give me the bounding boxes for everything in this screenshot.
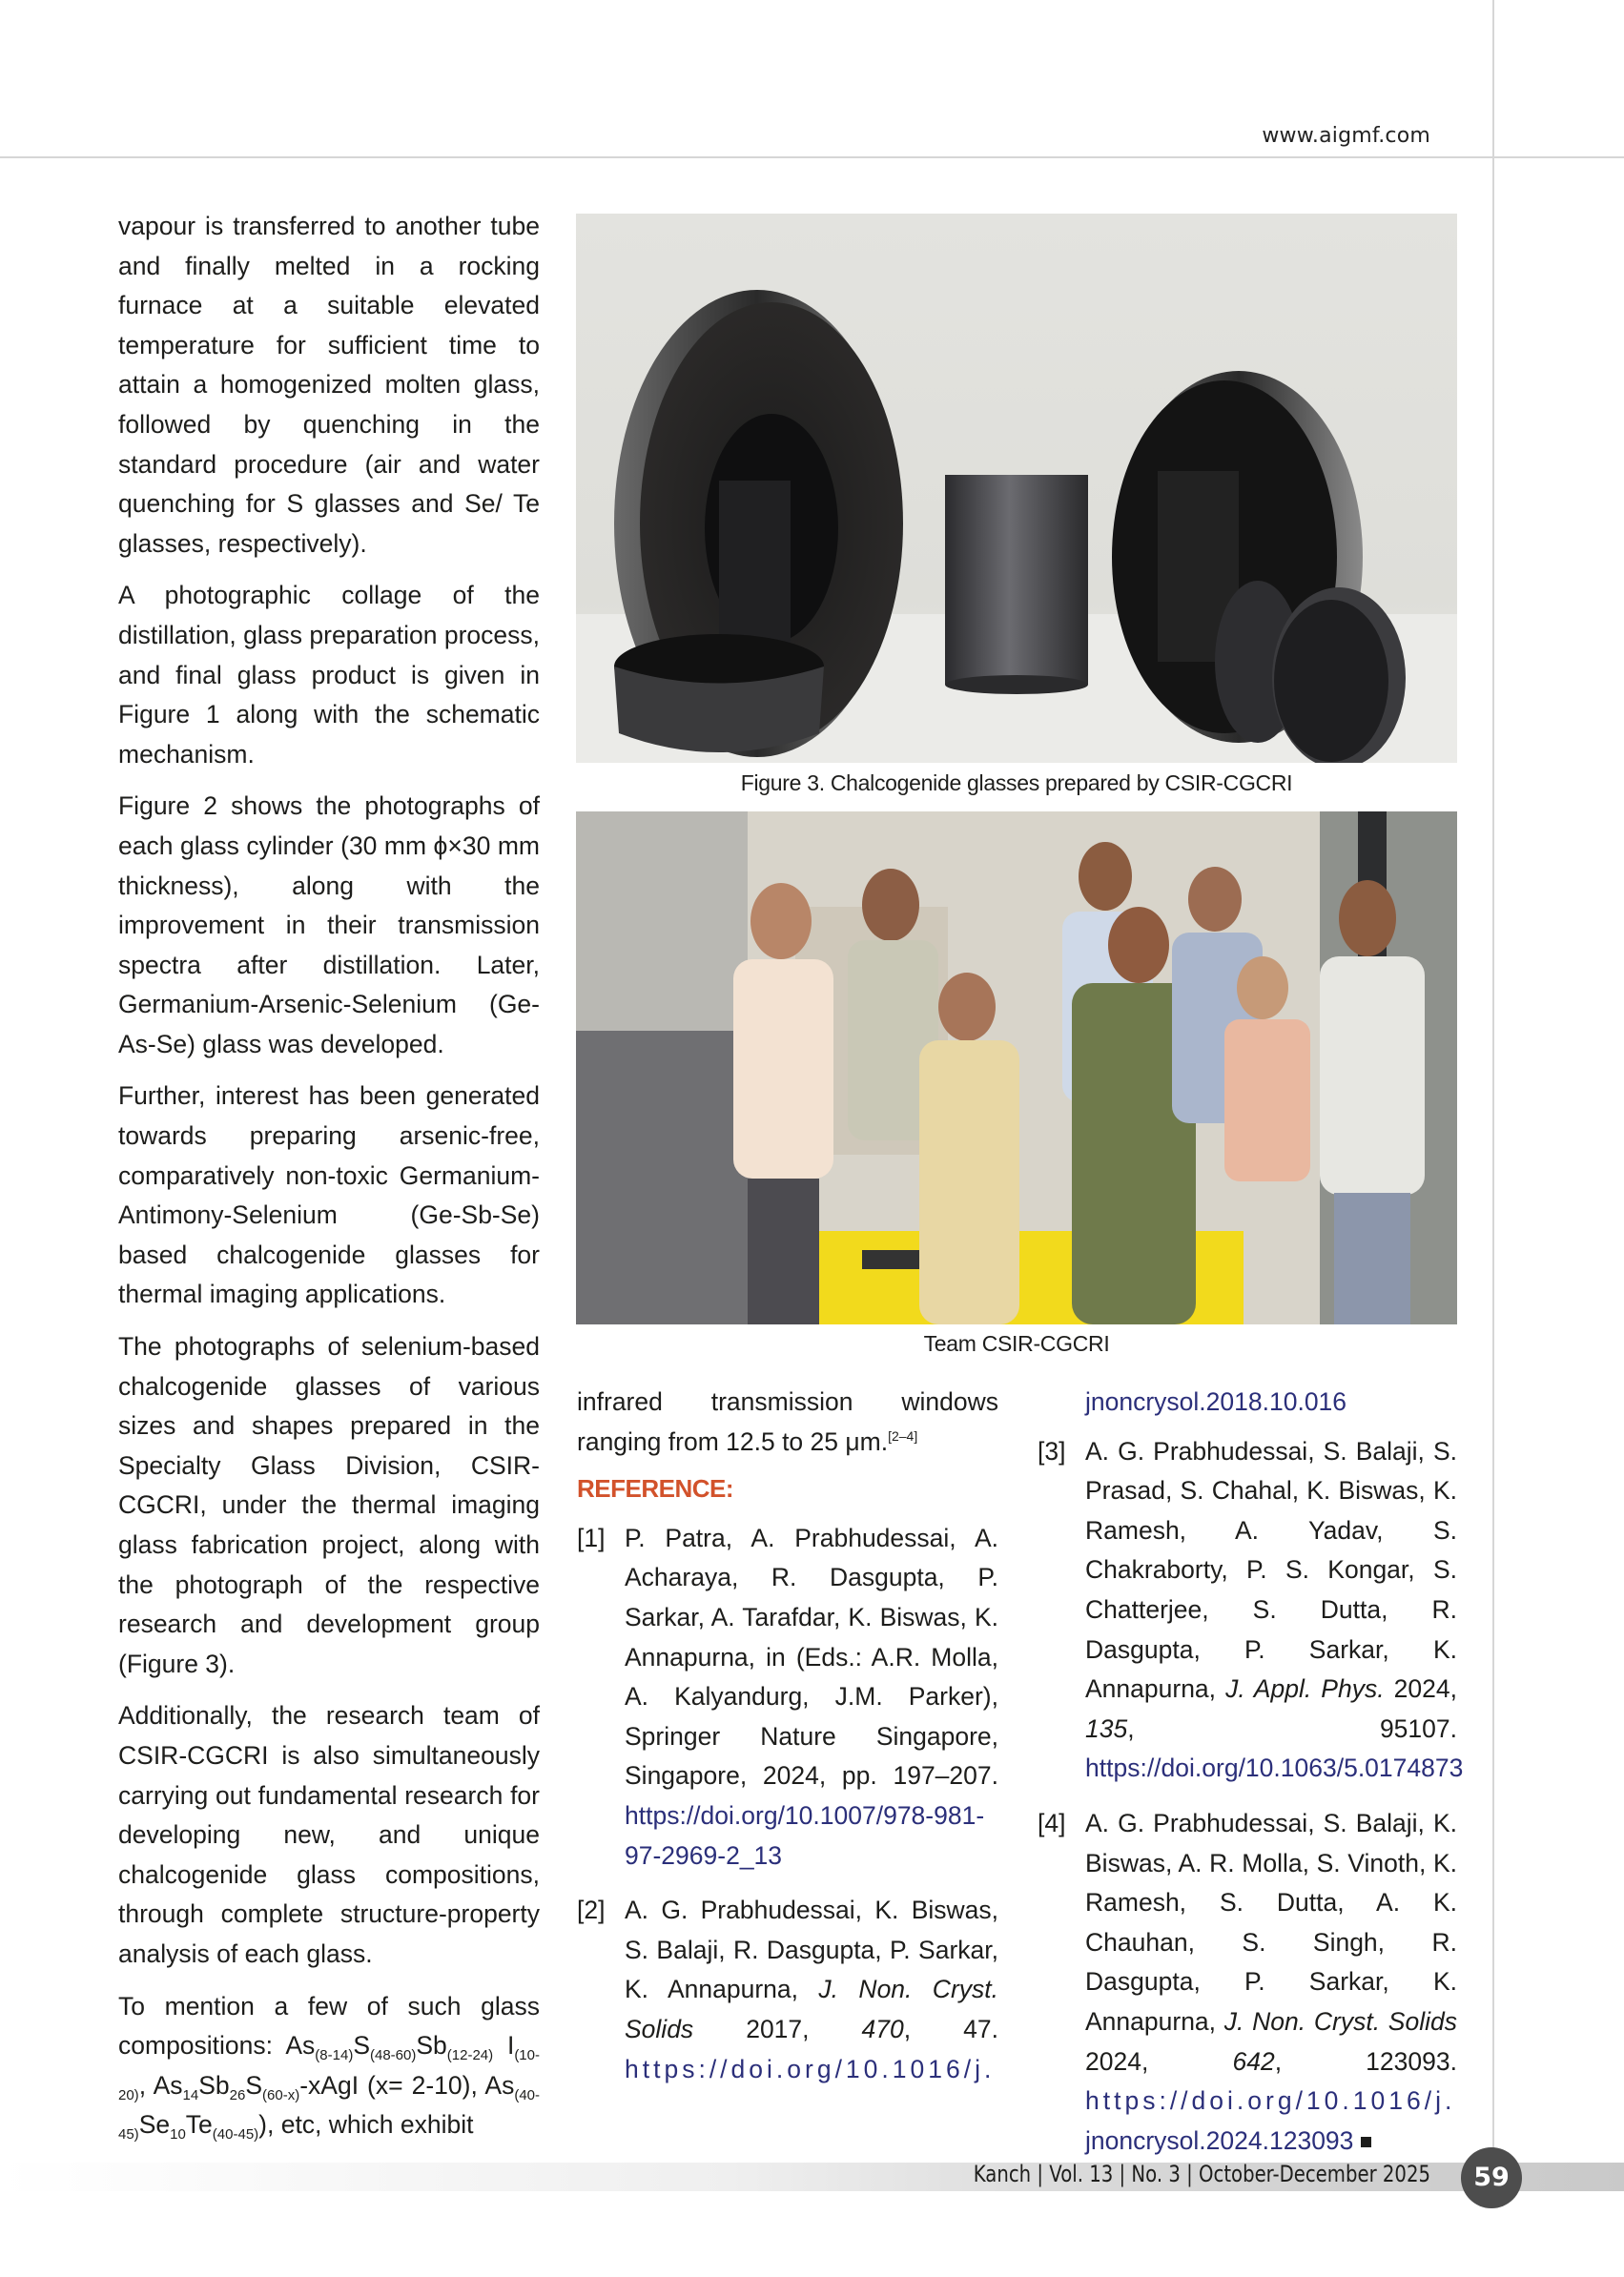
figure-3-caption: Figure 3. Chalcogenide glasses prepared by CSIR-CGCRI [740,770,1293,795]
left-column [118,207,540,2158]
reference-continuation [1038,1383,1457,1423]
doi-link[interactable]: https://doi.org/10.1016/j. [625,2054,996,2083]
reference-number: [2] [577,1896,606,1925]
paragraph: A photographic collage of the distillation, glass preparation process, and final glass product is given in Figure 1 along with the schematic mechanism. [118,581,540,769]
reference-item: [1] P. Patra, A. Prabhudessai, A. Acharaya, R. Dasgupta, P. Sarkar, A. Tarafdar, K. Biswas, K. Annapurna, in (Eds.: A.R. Molla, A. Kalyandurg, J.M. Parker), Springer Nature Singapore, Singapore, 2024, pp. 197–207. https://doi.org/10.1007/978-981-97-2969-2_13 [577,1519,998,1876]
right-column [1038,1383,1464,2176]
composition-formula-3: $As_{(40-45)}Se_{10}Te_{(40-45)}$), etc, which exhibit [118,2070,541,2144]
chalcogenide-glasses-image [576,214,1457,763]
journal-name: J. Non. Cryst. Solids [1223,2006,1457,2036]
composition-formula-1: $As_{(8-14)}S_{(48-60)}Sb_{(12-24)}$ $I_{(10-20)}$, [118,2031,540,2103]
paragraph: The photographs of selenium-based chalcogenide glasses of various sizes and shapes prepared in the Specialty Glass Division, CSIR-CGCRI, under the thermal imaging glass fabrication project, along with the photograph of the respective research and development group (Figure 3). [118,1332,540,1678]
margin-divider [1492,0,1494,2166]
journal-issue-line: Kanch | Vol. 13 | No. 3 | October-December 2025 [973,2161,1430,2187]
reference-number: [4] [1038,1808,1066,1837]
journal-name: J. Non. Cryst. Solids [625,1975,998,2043]
page-number: 59 [1461,2147,1522,2208]
doi-link-continued[interactable]: jnoncrysol.2018.10.016 [1085,1387,1347,1416]
paragraph: Additionally, the research team of CSIR-CGCRI is also simultaneously carrying out fundamental research for developing new, and unique chalcogenide glass compositions, through complete structure-property analysis of each glass. [118,1701,540,1968]
citation: [2–4] [888,1427,918,1444]
paragraph: vapour is transferred to another tube and finally melted in a rocking furnace at a suitable elevated temperature for sufficient time to attain a homogenized molten glass, followed by quenching in the standard procedure (air and water quenching for S glasses and Se/ Te glasses, respectively). [118,212,540,558]
doi-link[interactable]: https://doi.org/10.1016/j. [1085,2086,1456,2116]
team-group-image [576,811,1457,1324]
composition-formula-2: $As_{14}Sb_{26}S_{(60-x)}$-xAgI (x= 2-10), [153,2070,478,2103]
reference-heading: REFERENCE: [577,1474,734,1504]
doi-link[interactable]: https://doi.org/10.1063/5.0174873 [1085,1754,1464,1783]
compositions-intro: To mention a few of such glass compositions: [118,1991,540,2061]
reference-item: [2] A. G. Prabhudessai, K. Biswas, S. Balaji, R. Dasgupta, P. Sarkar, K. Annapurna, J. Non. Cryst. Solids 2017, 470, 47. https://doi.org/10.1016/j. [577,1891,998,2089]
header-divider [0,156,1624,158]
doi-link[interactable]: https://doi.org/10.1007/978-981-97-2969-2_13 [625,1800,985,1870]
figure-3-photo [576,214,1457,763]
paragraph: Figure 2 shows the photographs of each glass cylinder (30 mm ϕ×30 mm thickness), along with the improvement in their transmission spectra after distillation. Later, Germanium-Arsenic-Selenium (Ge-As-Se) glass was developed. [118,791,540,1058]
team-photo [576,811,1457,1324]
continuation-paragraph: infrared transmission windows ranging from 12.5 to 25 μm.[2–4] [577,1387,998,1456]
compositions-paragraph [118,1987,540,2145]
doi-link-continued[interactable]: jnoncrysol.2024.123093 [1085,2125,1354,2155]
journal-name: J. Appl. Phys. [1225,1674,1385,1704]
reference-number: [1] [577,1523,606,1552]
team-photo-caption: Team CSIR-CGCRI [923,1331,1110,1356]
end-of-article-mark [1361,2137,1371,2147]
middle-column [577,1383,998,2104]
reference-item: [3] A. G. Prabhudessai, S. Balaji, S. Prasad, S. Chahal, K. Biswas, K. Ramesh, A. Yadav, S. Chakraborty, P. S. Kongar, S. Chatterjee, S. Dutta, R. Dasgupta, P. Sarkar, K. Annapurna, J. Appl. Phys. 2024, 135, 95107. https://doi.org/10.1063/5.0174873 [1038,1432,1457,1789]
website-url[interactable]: www.aigmf.com [1262,124,1430,148]
paragraph: Further, interest has been generated towards preparing arsenic-free, comparatively non-toxic Germanium-Antimony-Selenium (Ge-Sb-Se) based chalcogenide glasses for thermal imaging applications. [118,1081,540,1309]
reference-number: [3] [1038,1436,1066,1466]
reference-item: [4] A. G. Prabhudessai, S. Balaji, K. Biswas, A. R. Molla, S. Vinoth, K. Ramesh, S. Dutta, A. K. Chauhan, S. Singh, R. Dasgupta, P. Sarkar, K. Annapurna, J. Non. Cryst. Solids 2024, 642, 123093. https://doi.org/10.1016/j. jnoncrysol.2024.123093 [1038,1804,1457,2161]
